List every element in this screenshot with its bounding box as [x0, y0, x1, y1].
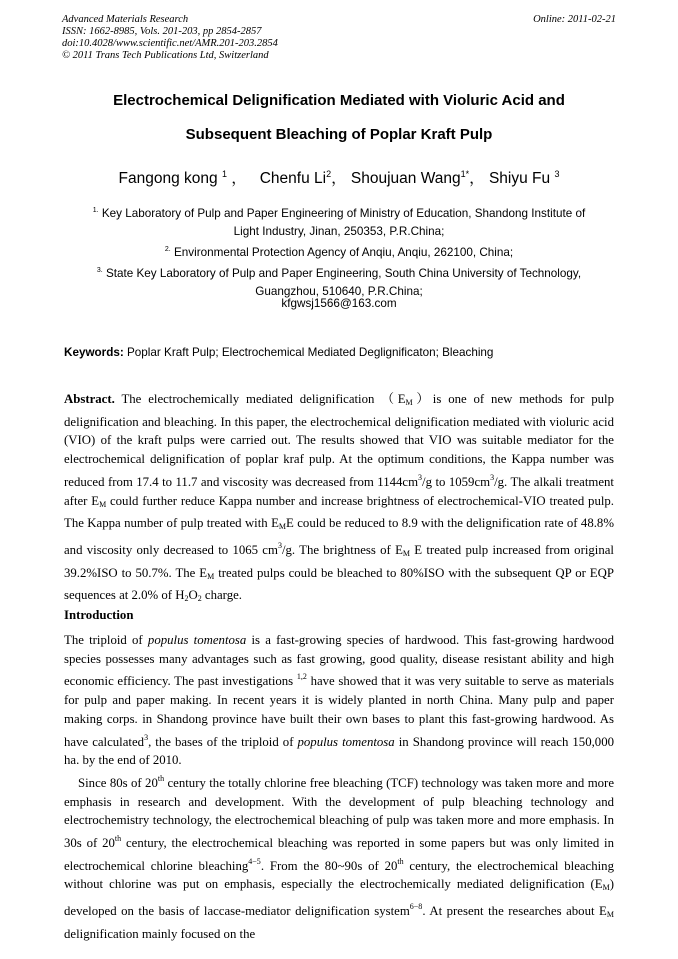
- affiliation-2: [62, 241, 616, 262]
- doi-line: doi:10.4028/www.scientific.net/AMR.201-203.2854: [62, 38, 278, 49]
- abstract-paragraph: Abstract. The electrochemically mediated delignification $(E_M)is$ one of new methods for pulp delignification and bleaching. In this paper, the electrochemical delignification mediated with violuric acid (VIO) of the kraft pulps were carried out. The results showed that VIO was suitable mediator for the electrochemical delignification of poplar kraf pulp. At the optimum conditions, the Kappa number was reduced from 17.4 to 11.7 and viscosity was decreased from $1144cm^3/g$ to $1059cm^3/g$. The alkali treatment after $E_M$ could further reduce Kappa number and increase brightness of electrochemical-VIO treated pulp. The Kappa number of pulp treated with $E_ME$ could be reduced to 8.9 with the delignification rate of 48.8% and viscosity only decreased to 1065 $cm^3/g$. The brightness of $E_M$ E treated pulp increased from original 39.2%ISO to 50.7%. The $E_M$ treated pulps could be bleached to 80%ISO with the subsequent QP or EQP sequences at 2.0% of $H_2O_2$ charge.: [64, 392, 614, 604]
- affil-text: Environmental Protection Agency of Anqiu, Anqiu, 262100, China;: [173, 246, 514, 259]
- paper-title-line-1: Electrochemical Delignification Mediated with Violuric Acid and: [113, 92, 565, 109]
- intro-paragraph-2: Since 80s of 20th century the totally chlorine free bleaching (TCF) technology was taken more and more emphasis in research and development. With the development of pulp bleaching technology and electrochemistry technology, the electrochemical bleaching of pulp was taken more and more emphasis. In 30s of 20th century, the electrochemical bleaching was reported in some papers but was only limited in electrochemical chlorine bleaching$^{4-5}$. From the 80~90s of 20th century, the electrochemical bleaching without chlorine was put on emphasis, especially the electrochemically mediated delignification $(E_M)$ developed on the basis of laccase-mediator delignification system$^{6-8}$. At present the researches about $E_M$ delignification mainly focused on the: [64, 773, 614, 941]
- author-name: Shoujuan Wang: [350, 170, 461, 187]
- author-affil-mark: 1*: [460, 169, 470, 179]
- keywords-line: [64, 346, 616, 359]
- affil-text: Key Laboratory of Pulp and Paper Engineering of Ministry of Education, Shandong Institute of: [101, 207, 586, 220]
- section-heading: Introduction: [64, 608, 134, 622]
- author-affil-mark: 3: [554, 169, 560, 179]
- affil-number: 1.: [92, 207, 99, 214]
- online-date: Online: 2011-02-21: [533, 14, 616, 25]
- author-name: Chenfu Li: [259, 170, 327, 187]
- author-name: Fangong kong: [118, 170, 218, 187]
- corresponding-email: kfgwsj1566@163.com: [281, 297, 397, 310]
- issn-line: ISSN: 1662-8985, Vols. 201-203, pp 2854-2857: [62, 26, 262, 37]
- keywords-text: Poplar Kraft Pulp; Electrochemical Mediated Deglignificaton; Bleaching: [127, 346, 494, 359]
- affiliation-3: [62, 262, 616, 283]
- keywords-label: Keywords:: [64, 346, 124, 359]
- paper-title-line-2: Subsequent Bleaching of Poplar Kraft Pulp: [185, 126, 493, 143]
- affil-text: Light Industry, Jinan, 250353, P.R.China;: [233, 225, 445, 238]
- affil-number: 2.: [164, 246, 171, 253]
- affiliation-1: [62, 202, 616, 223]
- copyright-line: © 2011 Trans Tech Publications Ltd, Switzerland: [62, 50, 269, 61]
- affil-number: 3.: [96, 267, 103, 274]
- affiliation-list: [62, 202, 616, 301]
- author-affil-mark: 2: [326, 169, 332, 179]
- author-list: Fangong kong $^1$ ， Chenfu Li$^2$， Shoujuan Wang$^{1*}$， Shiyu Fu $^3$: [118, 169, 560, 187]
- author-name: Shiyu Fu: [488, 170, 551, 187]
- journal-name: Advanced Materials Research: [62, 14, 189, 25]
- affil-text: State Key Laboratory of Pulp and Paper Engineering, South China University of Technology,: [105, 267, 582, 280]
- introduction-text: [64, 631, 614, 944]
- abstract-label: Abstract.: [64, 392, 115, 406]
- affil-text: Guangzhou, 510640, P.R.China;: [255, 285, 423, 298]
- author-affil-mark: 1: [221, 169, 227, 179]
- journal-header: [62, 14, 616, 62]
- intro-paragraph-1: The triploid of populus tomentosa is a fast-growing species of hardwood. This fast-growing hardwood species possesses many advantages such as fast growing, good quality, disease resistant ability and high economic efficiency. The past investigations $^{1,2}$ have showed that it was very suitable to serve as materials for pulp and paper making. In recent years it is widely planted in north China. Many pulp and paper making corps. in Shandong province have built their own bases to plant this fast-growing hardwood. As have calculated$^3$, the bases of the triploid of populus tomentosa in Shandong province will reach 150,000 ha. by the end of 2010.: [64, 633, 615, 768]
